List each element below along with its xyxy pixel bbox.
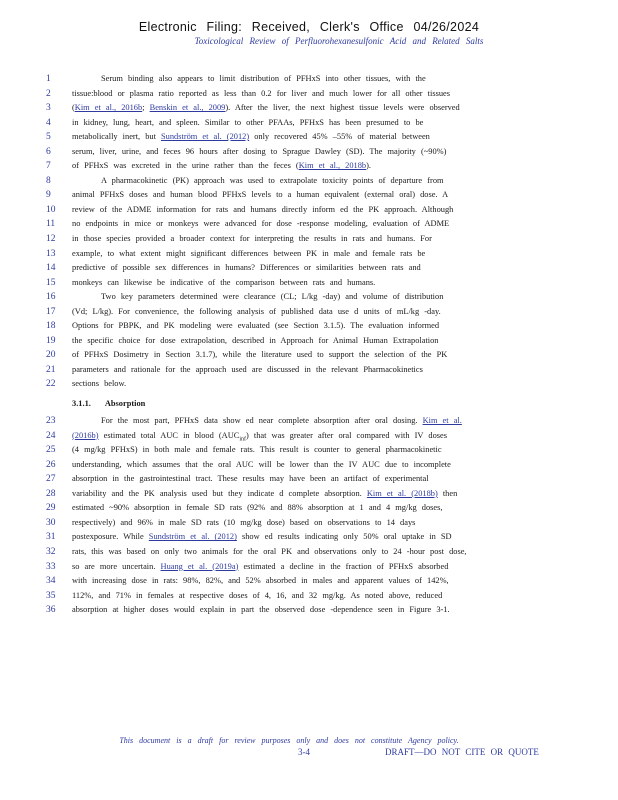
- text-run: estimated a decline in the fraction of PFHxS absorbed: [238, 561, 449, 571]
- text-run: understanding, which assumes that the oral AUC will be lower than the IV AUC due to incomplete: [72, 459, 451, 469]
- line-text: [66, 414, 546, 429]
- citation-link[interactable]: (2016b): [72, 430, 99, 440]
- document-body: [46, 72, 546, 618]
- text-run: of PFHxS was excreted in the urine rather than the feces (: [72, 161, 299, 171]
- line-text: [66, 574, 546, 589]
- text-line: [46, 377, 546, 392]
- text-run: (: [72, 103, 75, 113]
- line-text: [66, 159, 546, 174]
- line-number: 24: [46, 430, 56, 441]
- text-line: [46, 487, 546, 502]
- text-run: monkeys can likewise be indicative of the comparison between rats and humans.: [72, 277, 376, 287]
- line-text: [66, 589, 546, 604]
- line-text: [66, 130, 546, 145]
- text-run: ) that was greater after oral compared with IV doses: [246, 430, 448, 440]
- text-run: example, to what extent might significant differences between PK in male and female rats be: [72, 248, 426, 258]
- citation-link[interactable]: Kim et al., 2016b: [74, 103, 143, 113]
- paragraph-block-absorption: [46, 414, 546, 618]
- text-line: [46, 516, 546, 531]
- text-run: Options for PBPK, and PK modeling were evaluated (see Section 3.1.5). The evaluation informed: [72, 321, 440, 331]
- section-heading: [46, 392, 546, 414]
- text-line: [46, 574, 546, 589]
- line-number: 4: [46, 117, 51, 128]
- citation-link[interactable]: Huang et al. (2019a): [160, 561, 239, 571]
- paragraph-block-intro: [46, 72, 546, 392]
- text-run: rats, this was based on only two animals for the oral PK and observations only to 24 -hour post dose,: [72, 546, 467, 556]
- line-text: [66, 443, 546, 458]
- line-text: [66, 334, 546, 349]
- text-run: so are more uncertain.: [72, 561, 161, 571]
- text-run: the specific choice for dose extrapolation, described in Approach for Animal Human Extrapolation: [72, 335, 439, 345]
- text-line: [46, 348, 546, 363]
- text-line: [46, 247, 546, 262]
- text-line: [46, 429, 546, 444]
- line-number: 36: [46, 605, 56, 616]
- line-text: [66, 247, 546, 262]
- line-text: [66, 72, 546, 87]
- line-number: 17: [46, 306, 56, 317]
- line-text: [66, 603, 546, 618]
- section-title: Absorption: [104, 398, 146, 408]
- text-line: [46, 501, 546, 516]
- line-number: 21: [46, 364, 56, 375]
- text-line: [46, 188, 546, 203]
- text-run: (Vd; L/kg). For convenience, the following analysis of published data use d units of mL/kg -day.: [72, 306, 441, 316]
- citation-link[interactable]: Benskin et al., 2009: [149, 103, 226, 113]
- text-run: no endpoints in mice or monkeys were advanced for dose -response modeling, evaluation of ADME: [72, 219, 450, 229]
- subscript: inf: [239, 436, 247, 443]
- line-text: [66, 487, 546, 502]
- text-run: estimated total AUC in blood (AUC: [98, 430, 240, 440]
- text-run: A pharmacokinetic (PK) approach was used to extrapolate toxicity points of departure from: [101, 175, 444, 185]
- line-number: 11: [46, 219, 56, 230]
- line-number: 5: [46, 132, 51, 143]
- text-run: ;: [142, 103, 150, 113]
- line-number: 16: [46, 292, 56, 303]
- text-line: [46, 101, 546, 116]
- line-text: [66, 290, 546, 305]
- text-run: predictive of possible sex differences in humans? Differences or similarities between rats and: [72, 263, 421, 273]
- text-run: show ed results indicating only 50% oral uptake in SD: [236, 532, 452, 542]
- text-line: [46, 217, 546, 232]
- line-number: 35: [46, 590, 56, 601]
- text-run: of PFHxS Dosimetry in Section 3.1.7), while the literature used to support the selection of the PK: [72, 350, 448, 360]
- text-line: [46, 290, 546, 305]
- line-number: 7: [46, 161, 51, 172]
- text-run: absorption in the gastrointestinal tract. These results may have been an artifact of experimental: [72, 474, 429, 484]
- line-number: 34: [46, 576, 56, 587]
- line-number: 15: [46, 277, 56, 288]
- page-number: 3-4: [298, 747, 310, 757]
- text-run: animal PFHxS doses and human blood PFHxS levels to a human equivalent (external oral) dose. A: [72, 190, 449, 200]
- text-run: postexposure. While: [72, 532, 149, 542]
- line-number: 23: [46, 416, 56, 427]
- text-line: [46, 414, 546, 429]
- line-number: 22: [46, 379, 56, 390]
- line-number: 19: [46, 335, 56, 346]
- text-line: [46, 87, 546, 102]
- text-run: absorption at higher doses would explain in part the observed dose -dependence seen in Figure 3-1.: [72, 605, 450, 615]
- line-text: [66, 217, 546, 232]
- text-run: For the most part, PFHxS data show ed near complete absorption after oral dosing.: [101, 416, 423, 426]
- line-text: [66, 203, 546, 218]
- document-title: Toxicological Review of Perfluorohexanesulfonic Acid and Related Salts: [194, 36, 484, 46]
- text-run: tissue:blood or plasma ratio reported as less than 0.2 for liver and much lower for all other tissues: [72, 88, 451, 98]
- line-number: 8: [46, 175, 51, 186]
- line-number: 28: [46, 488, 56, 499]
- filing-stamp: Electronic Filing: Received, Clerk's Office 04/26/2024: [138, 20, 480, 34]
- section-number: 3.1.1.: [72, 398, 91, 408]
- text-run: ). After the liver, the next highest tissue levels were observed: [225, 103, 460, 113]
- line-text: [66, 188, 546, 203]
- text-run: Two key parameters determined were clearance (CL; L/kg -day) and volume of distribution: [101, 292, 444, 302]
- line-text: [66, 530, 546, 545]
- line-number: 13: [46, 248, 56, 259]
- text-run: in kidney, lung, heart, and spleen. Similar to other PFAAs, PFHxS has been presumed to be: [72, 117, 424, 127]
- text-run: in those species provided a broader context for interpreting the results in rats and humans. For: [72, 234, 432, 244]
- line-number: 1: [46, 74, 51, 84]
- line-text: [66, 261, 546, 276]
- text-run: serum, liver, urine, and feces 96 hours after dosing to Sprague Dawley (SD). The majority (~90%): [72, 146, 447, 156]
- line-number: 9: [46, 190, 51, 201]
- text-run: parameters and rationale for the approach used are discussed in the relevant Pharmacokinetics: [72, 364, 423, 374]
- text-line: [46, 72, 546, 87]
- text-line: [46, 560, 546, 575]
- citation-link[interactable]: Kim et al. (2018b): [366, 488, 438, 498]
- line-text: [66, 516, 546, 531]
- line-number: 27: [46, 474, 56, 485]
- line-number: 33: [46, 561, 56, 572]
- text-run: (4 mg/kg PFHxS) in both male and female rats. This result is counter to general pharmacokinetic: [72, 445, 442, 455]
- text-run: ).: [366, 161, 372, 171]
- line-text: [66, 472, 546, 487]
- text-line: [46, 319, 546, 334]
- page-header: [0, 20, 618, 46]
- text-line: [46, 261, 546, 276]
- text-line: [46, 203, 546, 218]
- text-line: [46, 145, 546, 160]
- line-text: [66, 174, 546, 189]
- draft-notice: DRAFT—DO NOT CITE OR QUOTE: [385, 747, 539, 757]
- citation-link[interactable]: Kim et al.: [422, 416, 462, 426]
- text-run: then: [437, 488, 458, 498]
- citation-link[interactable]: Kim et al., 2018b: [298, 161, 367, 171]
- text-line: [46, 174, 546, 189]
- text-run: with increasing dose in rats: 98%, 82%, and 52% absorbed in males and apparent values of 142%,: [72, 576, 449, 586]
- line-number: 31: [46, 532, 56, 543]
- line-text: [66, 501, 546, 516]
- line-text: [66, 348, 546, 363]
- text-line: [46, 334, 546, 349]
- text-run: respectively) and 96% in male SD rats (10 mg/kg dose) based on observations to 14 days: [72, 517, 416, 527]
- line-text: [66, 101, 546, 116]
- text-line: [46, 458, 546, 473]
- text-line: [46, 159, 546, 174]
- line-number: 32: [46, 546, 56, 557]
- page-footer: [0, 736, 618, 761]
- text-run: variability and the PK analysis used but they indicate d complete absorption.: [72, 488, 367, 498]
- text-run: Serum binding also appears to limit distribution of PFHxS into other tissues, with the: [101, 74, 426, 83]
- line-number: 18: [46, 321, 56, 332]
- text-line: [46, 305, 546, 320]
- text-run: sections below.: [72, 379, 127, 389]
- text-line: [46, 589, 546, 604]
- citation-link[interactable]: Sundström et al. (2012): [161, 132, 250, 142]
- text-line: [46, 363, 546, 378]
- line-number: 12: [46, 234, 56, 245]
- line-number: 29: [46, 503, 56, 514]
- line-number: 20: [46, 350, 56, 361]
- line-number: 3: [46, 103, 51, 114]
- line-text: [66, 319, 546, 334]
- text-run: metabolically inert, but: [72, 132, 162, 142]
- line-number: 6: [46, 146, 51, 157]
- text-line: [46, 130, 546, 145]
- text-run: 112%, and 71% in females at respective doses of 4, 16, and 32 mg/kg. As noted above, reduced: [72, 590, 443, 600]
- text-line: [46, 530, 546, 545]
- text-run: estimated ~90% absorption in female SD rats (92% and 88% absorption at 1 and 4 mg/kg doses,: [72, 503, 443, 513]
- line-number: 2: [46, 88, 51, 99]
- text-line: [46, 472, 546, 487]
- line-text: [66, 363, 546, 378]
- line-number: 30: [46, 517, 56, 528]
- text-line: [46, 276, 546, 291]
- draft-disclaimer: This document is a draft for review purposes only and does not constitute Agency policy.: [119, 736, 459, 745]
- text-line: [46, 443, 546, 458]
- line-text: [66, 377, 546, 392]
- text-line: [46, 545, 546, 560]
- line-text: [66, 560, 546, 575]
- line-text: [66, 545, 546, 560]
- text-run: only recovered 45% –55% of material between: [249, 132, 430, 142]
- citation-link[interactable]: Sundström et al. (2012): [148, 532, 237, 542]
- text-line: [46, 232, 546, 247]
- line-number: 14: [46, 263, 56, 274]
- line-text: [66, 305, 546, 320]
- line-text: [66, 87, 546, 102]
- text-run: review of the ADME information for rats and humans directly inform ed the PK approach. Although: [72, 204, 454, 214]
- line-text: [66, 458, 546, 473]
- text-line: [46, 116, 546, 131]
- line-text: [66, 232, 546, 247]
- text-line: [46, 603, 546, 618]
- line-text: [66, 145, 546, 160]
- line-number: 26: [46, 459, 56, 470]
- line-text: [66, 276, 546, 291]
- line-number: 25: [46, 445, 56, 456]
- line-number: 10: [46, 204, 56, 215]
- line-text: [66, 116, 546, 131]
